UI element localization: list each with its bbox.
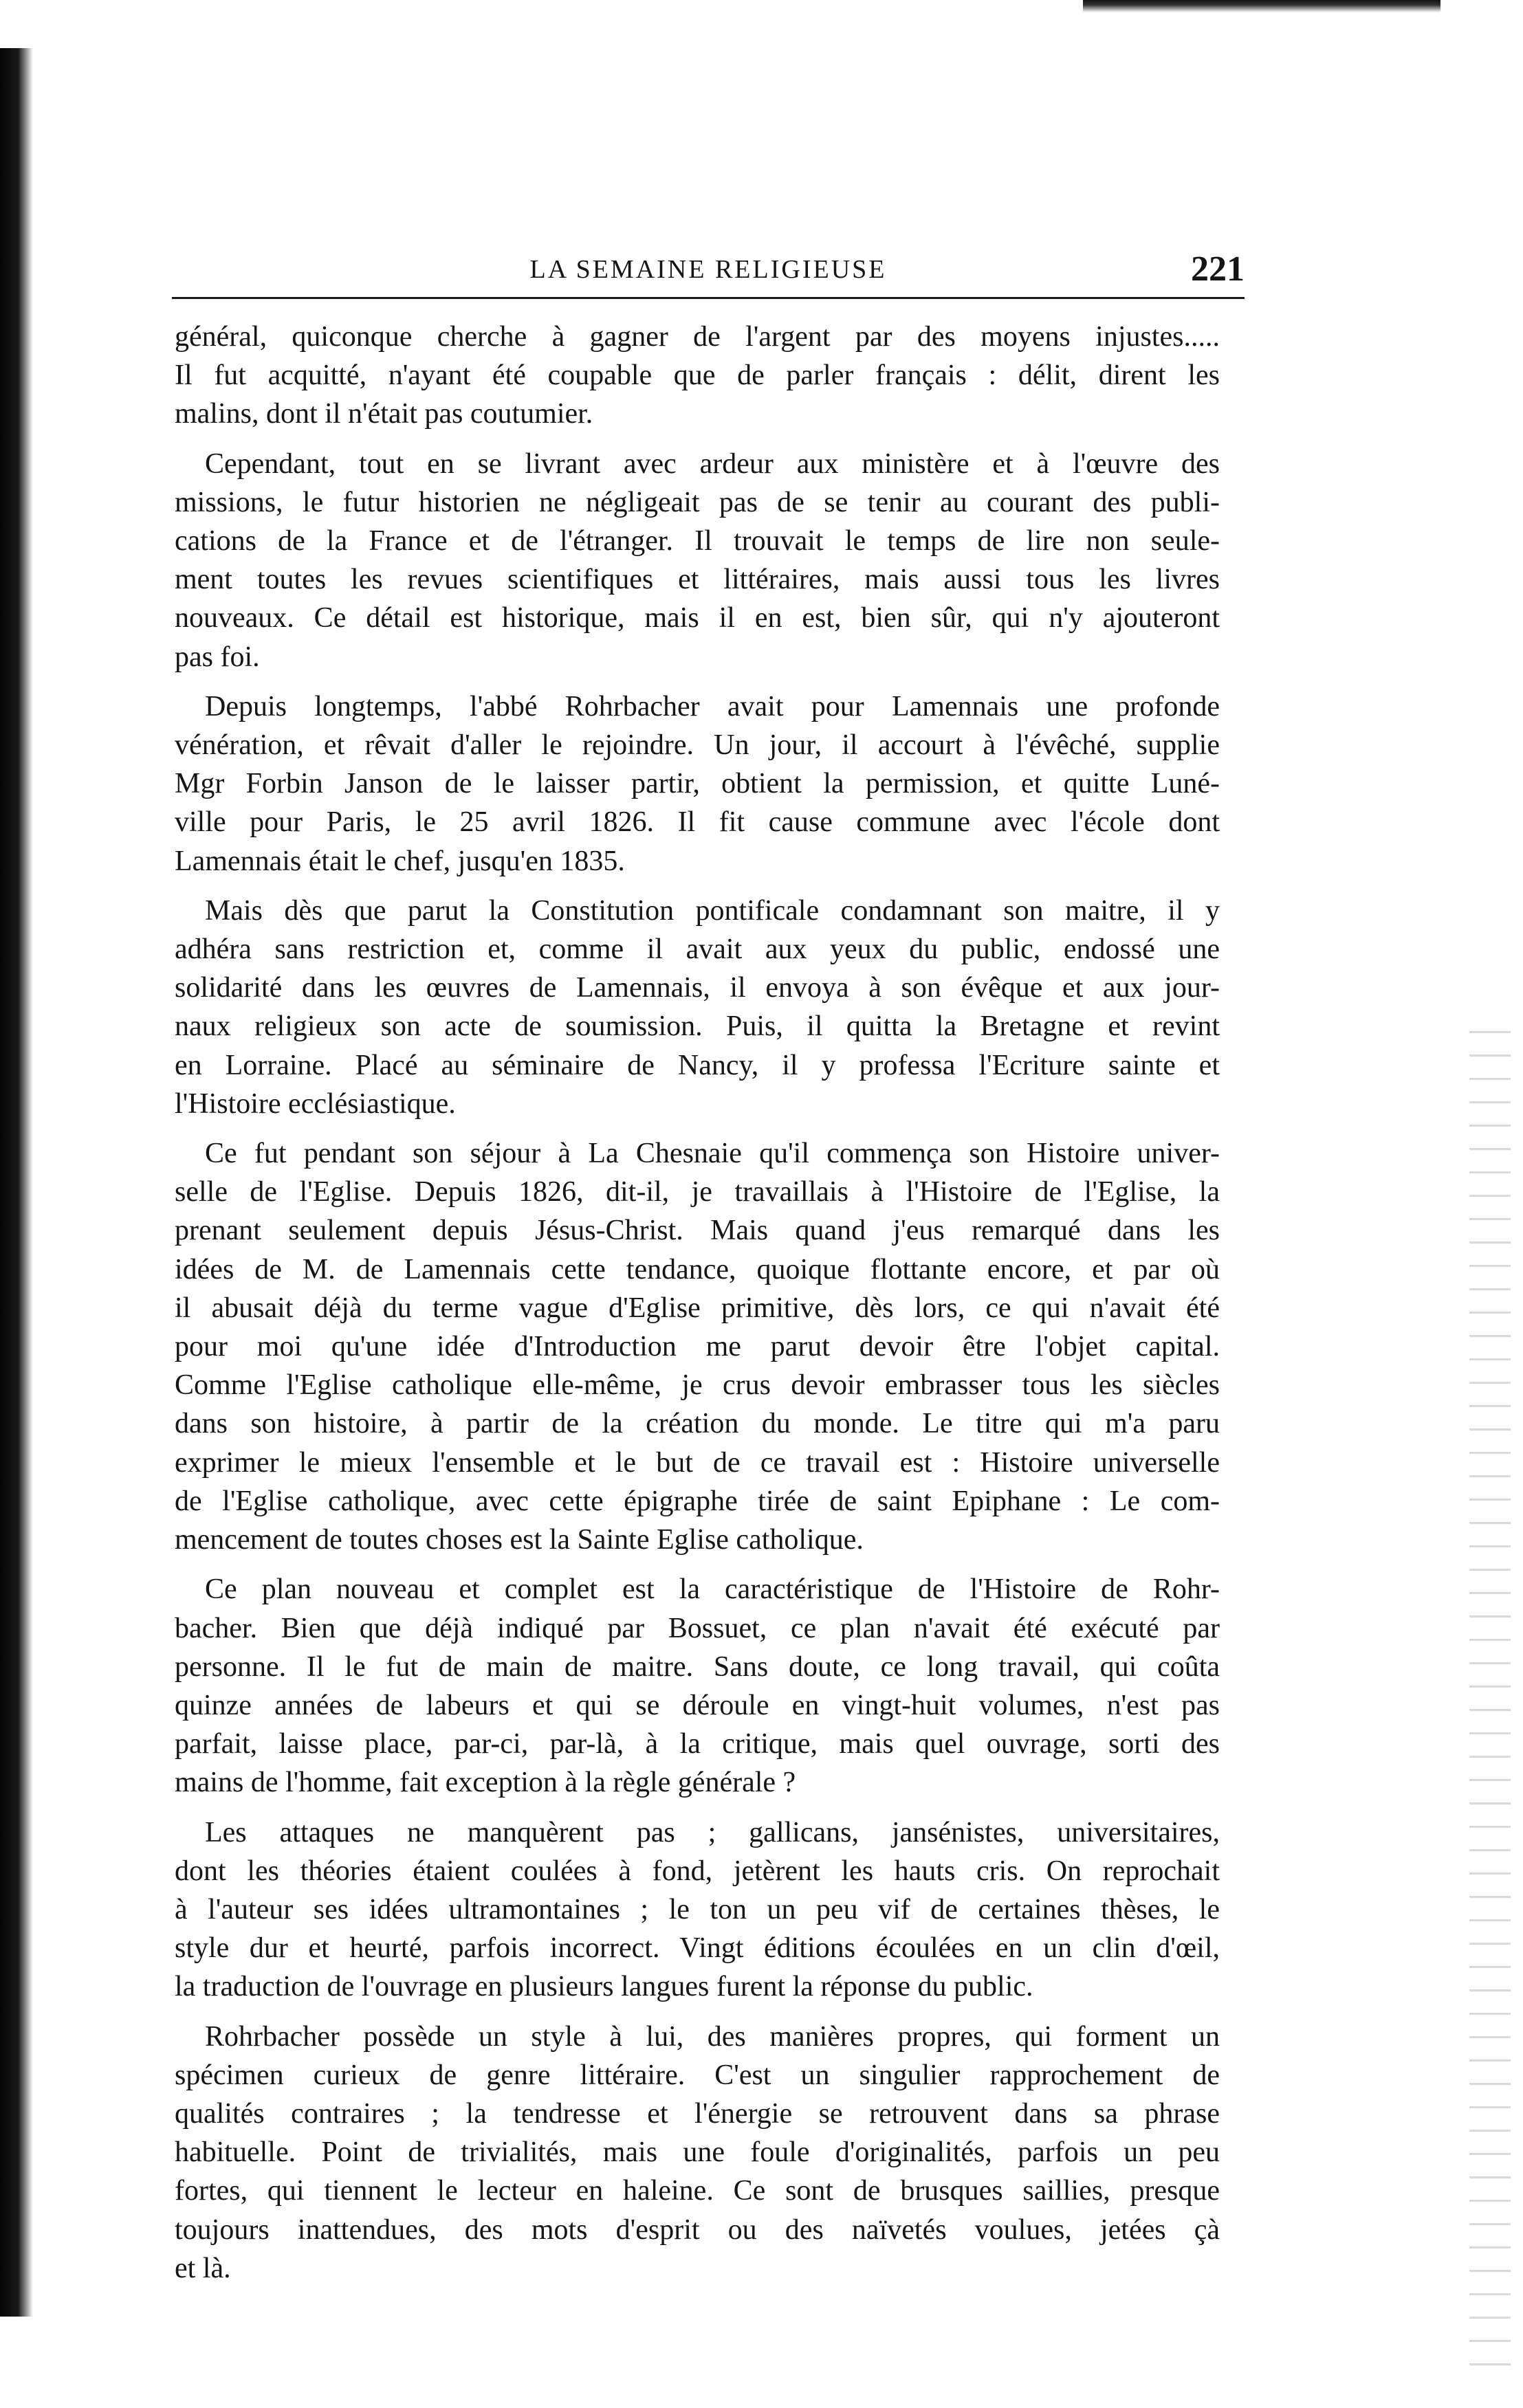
text-line: nouveaux. Ce détail est historique, mais il en est, bien sûr, qui n'y ajouteront xyxy=(175,602,1220,634)
paragraph xyxy=(175,318,1220,434)
text-line: qualités contraires ; la tendresse et l'énergie se retrouvent dans sa phrase xyxy=(175,2097,1220,2130)
paragraph xyxy=(175,1570,1220,1802)
paragraph xyxy=(175,687,1220,881)
text-line: Les attaques ne manquèrent pas ; gallicans, jansénistes, universitaires, xyxy=(205,1816,1220,1848)
text-line: malins, dont il n'était pas coutumier. xyxy=(175,398,593,430)
text-line: l'Histoire ecclésiastique. xyxy=(175,1087,456,1120)
text-line: pour moi qu'une idée d'Introduction me parut devoir être l'objet capital. xyxy=(175,1331,1220,1363)
text-line: ville pour Paris, le 25 avril 1826. Il fit cause commune avec l'école dont xyxy=(175,806,1220,839)
text-line: Rohrbacher possède un style à lui, des manières propres, qui forment un xyxy=(205,2020,1220,2053)
text-line: Comme l'Eglise catholique elle-même, je crus devoir embrasser tous les siècles xyxy=(175,1369,1220,1402)
text-line: selle de l'Eglise. Depuis 1826, dit-il, je travaillais à l'Histoire de l'Eglise, la xyxy=(175,1176,1220,1208)
paragraph xyxy=(175,892,1220,1123)
text-line: missions, le futur historien ne négligeait pas de se tenir au courant des publi- xyxy=(175,486,1220,518)
text-line: idées de M. de Lamennais cette tendance, quoique flottante encore, et par où xyxy=(175,1253,1220,1285)
text-line: Mgr Forbin Janson de le laisser partir, obtient la permission, et quitte Luné- xyxy=(175,768,1220,800)
text-line: bacher. Bien que déjà indiqué par Bossuet, ce plan n'avait été exécuté par xyxy=(175,1612,1220,1644)
text-line: naux religieux son acte de soumission. Puis, il quitta la Bretagne et revint xyxy=(175,1010,1220,1043)
text-line: mencement de toutes choses est la Sainte Eglise catholique. xyxy=(175,1524,864,1556)
text-line: exprimer le mieux l'ensemble et le but de ce travail est : Histoire universelle xyxy=(175,1446,1220,1479)
text-line: adhéra sans restriction et, comme il avait aux yeux du public, endossé une xyxy=(175,934,1220,966)
text-line: à l'auteur ses idées ultramontaines ; le ton un peu vif de certaines thèses, le xyxy=(175,1893,1220,1925)
text-line: Ce fut pendant son séjour à La Chesnaie qu'il commença son Histoire univer- xyxy=(205,1138,1220,1170)
page-body xyxy=(175,318,1220,2299)
text-line: mains de l'homme, fait exception à la règle générale ? xyxy=(175,1767,796,1799)
text-line: Il fut acquitté, n'ayant été coupable que de parler français : délit, dirent les xyxy=(175,360,1220,392)
scan-binding-shadow xyxy=(0,48,33,2317)
text-line: et là. xyxy=(175,2252,231,2284)
text-line: Lamennais était le chef, jusqu'en 1835. xyxy=(175,845,625,877)
text-line: de l'Eglise catholique, avec cette épigraphe tirée de saint Epiphane : Le com- xyxy=(175,1485,1220,1517)
header-rule xyxy=(172,297,1245,299)
text-line: Cependant, tout en se livrant avec ardeur aux ministère et à l'œuvre des xyxy=(205,448,1220,480)
text-line: vénération, et rêvait d'aller le rejoindre. Un jour, il accourt à l'évêché, supplie xyxy=(175,729,1220,762)
text-line: Ce plan nouveau et complet est la caractéristique de l'Histoire de Rohr- xyxy=(205,1573,1220,1606)
text-line: Mais dès que parut la Constitution pontificale condamnant son maitre, il y xyxy=(205,894,1220,927)
scan-right-edge xyxy=(1469,1031,1511,2372)
text-line: parfait, laisse place, par-ci, par-là, à la critique, mais quel ouvrage, sorti des xyxy=(175,1728,1220,1760)
page-header xyxy=(172,249,1245,290)
text-line: habituelle. Point de trivialités, mais une foule d'originalités, parfois un peu xyxy=(175,2136,1220,2169)
text-line: il abusait déjà du terme vague d'Eglise primitive, dès lors, ce qui n'avait été xyxy=(175,1292,1220,1324)
text-line: dont les théories étaient coulées à fond, jetèrent les hauts cris. On reprochait xyxy=(175,1855,1220,1887)
paragraph xyxy=(175,1813,1220,2007)
page-number: 221 xyxy=(1191,250,1245,289)
text-line: cations de la France et de l'étranger. Il trouvait le temps de lire non seule- xyxy=(175,525,1220,557)
paragraph xyxy=(175,445,1220,676)
paragraph xyxy=(175,2018,1220,2288)
scan-top-edge xyxy=(1083,0,1440,12)
paragraph xyxy=(175,1134,1220,1559)
text-line: pas foi. xyxy=(175,641,260,673)
text-line: style dur et heurté, parfois incorrect. Vingt éditions écoulées en un clin d'œil, xyxy=(175,1932,1220,1965)
text-line: spécimen curieux de genre littéraire. C'est un singulier rapprochement de xyxy=(175,2059,1220,2091)
text-line: toujours inattendues, des mots d'esprit ou des naïvetés voulues, jetées çà xyxy=(175,2213,1220,2246)
text-line: général, quiconque cherche à gagner de l'argent par des moyens injustes..... xyxy=(175,321,1220,353)
text-line: solidarité dans les œuvres de Lamennais, il envoya à son évêque et aux jour- xyxy=(175,972,1220,1004)
text-line: quinze années de labeurs et qui se déroule en vingt-huit volumes, n'est pas xyxy=(175,1689,1220,1721)
text-line: fortes, qui tiennent le lecteur en haleine. Ce sont de brusques saillies, presque xyxy=(175,2175,1220,2207)
text-line: ment toutes les revues scientifiques et littéraires, mais aussi tous les livres xyxy=(175,564,1220,596)
text-line: personne. Il le fut de main de maitre. Sans doute, ce long travail, qui coûta xyxy=(175,1650,1220,1683)
text-line: en Lorraine. Placé au séminaire de Nancy, il y professa l'Ecriture sainte et xyxy=(175,1049,1220,1081)
text-line: Depuis longtemps, l'abbé Rohrbacher avait pour Lamennais une profonde xyxy=(205,690,1220,722)
text-line: dans son histoire, à partir de la création du monde. Le titre qui m'a paru xyxy=(175,1408,1220,1440)
text-line: prenant seulement depuis Jésus-Christ. Mais quand j'eus remarqué dans les xyxy=(175,1215,1220,1247)
running-title: LA SEMAINE RELIGIEUSE xyxy=(529,255,887,284)
text-line: la traduction de l'ouvrage en plusieurs langues furent la réponse du public. xyxy=(175,1971,1033,2003)
